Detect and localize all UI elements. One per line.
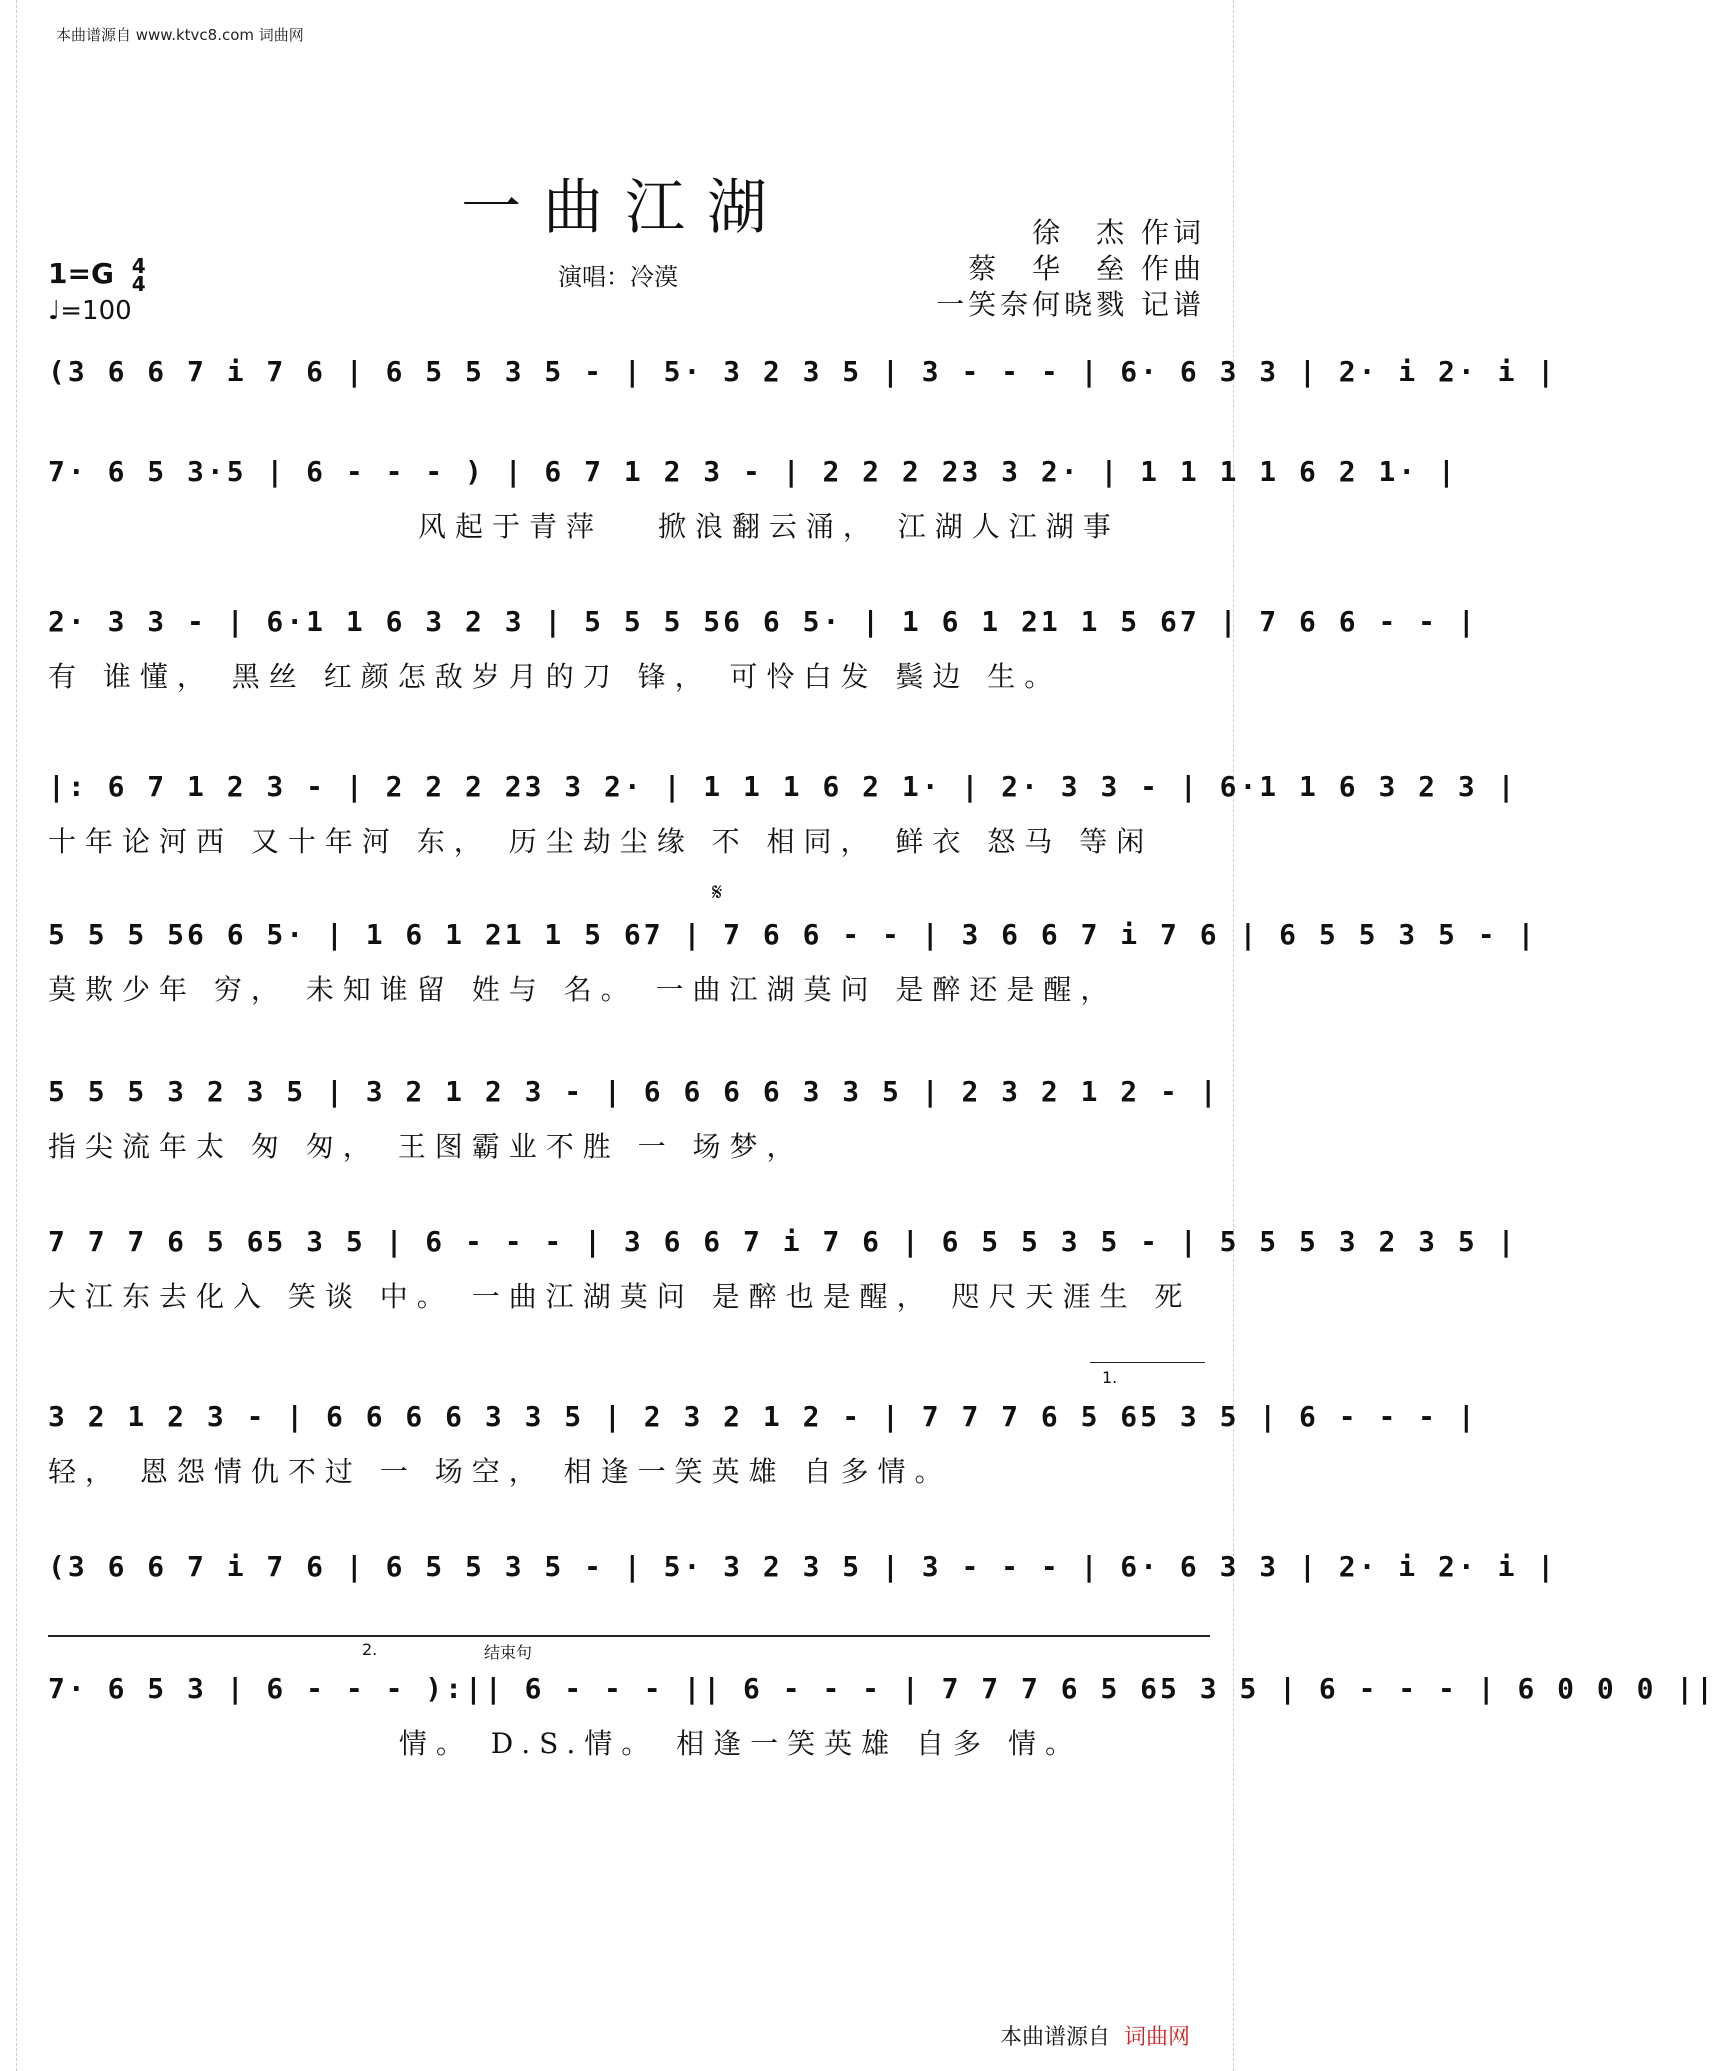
composer: 蔡 华 垒 作曲 bbox=[968, 252, 1205, 285]
score-line-2 bbox=[48, 455, 1458, 585]
song-title: 一曲江湖 bbox=[461, 173, 789, 243]
header-source: 本曲谱源自 www.ktvc8.com 词曲网 bbox=[56, 26, 304, 44]
key-signature bbox=[48, 254, 146, 296]
notation-row: 7· 6 5 3 | 6 - - - ):|| 6 - - - || 6 - - - | 7 7 7 6 5 65 3 5 | 6 - - - | 6 0 0 0 || bbox=[48, 1672, 1716, 1705]
lyrics-row: 轻， 恩怨情仇不过 一 场空， 相逢一笑英雄 自多情。 bbox=[48, 1455, 952, 1488]
score-line-7 bbox=[48, 1225, 1518, 1355]
footer-site-link[interactable]: 词曲网 bbox=[1123, 2025, 1190, 2050]
notation-row: 5 5 5 3 2 3 5 | 3 2 1 2 3 - | 6 6 6 6 3 3 5 | 2 3 2 1 2 - | bbox=[48, 1075, 1220, 1108]
tempo bbox=[48, 296, 132, 326]
score-line-8 bbox=[48, 1400, 1478, 1530]
singer: 演唱：冷漠 bbox=[558, 263, 678, 291]
key-text: 1=G bbox=[48, 257, 114, 290]
quarter-note-icon: ♩ bbox=[48, 296, 61, 326]
notation-row: 2· 3 3 - | 6·1 1 6 3 2 3 | 5 5 5 56 6 5· | 1 6 1 21 1 5 67 | 7 6 6 - - | bbox=[48, 605, 1478, 638]
time-signature bbox=[131, 254, 146, 296]
lyrics-row: 风起于青萍 掀浪翻云涌， 江湖人江湖事 bbox=[48, 510, 1120, 543]
right-margin-strip bbox=[1233, 0, 1250, 2071]
notation-row: 7 7 7 6 5 65 3 5 | 6 - - - | 3 6 6 7 i 7 6 | 6 5 5 3 5 - | 5 5 5 3 2 3 5 | bbox=[48, 1225, 1518, 1258]
notation-row: 7· 6 5 3·5 | 6 - - - ) | 6 7 1 2 3 - | 2 2 2 23 3 2· | 1 1 1 1 6 2 1· | bbox=[48, 455, 1458, 488]
beats-bottom: 4 bbox=[131, 272, 146, 296]
score-line-10 bbox=[48, 1672, 1716, 1802]
score-line-6 bbox=[48, 1075, 1220, 1205]
score-line-5 bbox=[48, 918, 1538, 1048]
notation-row: 3 2 1 2 3 - | 6 6 6 6 3 3 5 | 2 3 2 1 2 - | 7 7 7 6 5 65 3 5 | 6 - - - | bbox=[48, 1400, 1478, 1433]
score-line-4 bbox=[48, 770, 1518, 900]
notation-row: |: 6 7 1 2 3 - | 2 2 2 23 3 2· | 1 1 1 6 2 1· | 2· 3 3 - | 6·1 1 6 3 2 3 | bbox=[48, 770, 1518, 803]
footer-source-text: 本曲谱源自 bbox=[999, 2025, 1110, 2050]
notation-row: (3 6 6 7 i 7 6 | 6 5 5 3 5 - | 5· 3 2 3 5 | 3 - - - | 6· 6 3 3 | 2· i 2· i | bbox=[48, 1550, 1558, 1583]
lyrics-row: 指尖流年太 匆 匆， 王图霸业不胜 一 场梦， bbox=[48, 1130, 804, 1163]
lyrics-row: 情。 D.S.情。 相逢一笑英雄 自多 情。 bbox=[48, 1727, 1082, 1760]
volta-1-bracket bbox=[1090, 1362, 1205, 1363]
segno-icon: 𝄋 bbox=[712, 878, 723, 906]
lyrics-row: 有 谁懂， 黑丝 红颜怎敌岁月的刀 锋， 可怜白发 鬓边 生。 bbox=[48, 660, 1062, 693]
lyrics-row: 莫欺少年 穷， 未知谁留 姓与 名。 一曲江湖莫问 是醉还是醒， bbox=[48, 973, 1118, 1006]
footer-source bbox=[1000, 2020, 1190, 2051]
system-rule bbox=[48, 1635, 1210, 1637]
lyrics-row: 十年论河西 又十年河 东， 历尘劫尘缘 不 相同， 鲜衣 怒马 等闲 bbox=[48, 825, 1154, 858]
left-margin-strip bbox=[0, 0, 17, 2071]
lyricist: 徐 杰 作词 bbox=[1032, 216, 1205, 249]
beats-top: 4 bbox=[131, 254, 146, 278]
notation-row: 5 5 5 56 6 5· | 1 6 1 21 1 5 67 | 7 6 6 - - | 3 6 6 7 i 7 6 | 6 5 5 3 5 - | bbox=[48, 918, 1538, 951]
tempo-value: =100 bbox=[60, 296, 132, 326]
lyrics-row: 大江东去化入 笑谈 中。 一曲江湖莫问 是醉也是醒， 咫尺天涯生 死 bbox=[48, 1280, 1192, 1313]
transcriber: 一笑奈何晓戮 记谱 bbox=[936, 288, 1205, 321]
credits bbox=[936, 215, 1205, 323]
ending-label: 结束句 bbox=[484, 1643, 533, 1662]
volta-1-label: 1. bbox=[1102, 1368, 1118, 1387]
score-line-3 bbox=[48, 605, 1478, 735]
notation-row: (3 6 6 7 i 7 6 | 6 5 5 3 5 - | 5· 3 2 3 5 | 3 - - - | 6· 6 3 3 | 2· i 2· i | bbox=[48, 355, 1558, 388]
score-line-9 bbox=[48, 1550, 1558, 1680]
volta-2-label: 2. bbox=[362, 1640, 378, 1659]
